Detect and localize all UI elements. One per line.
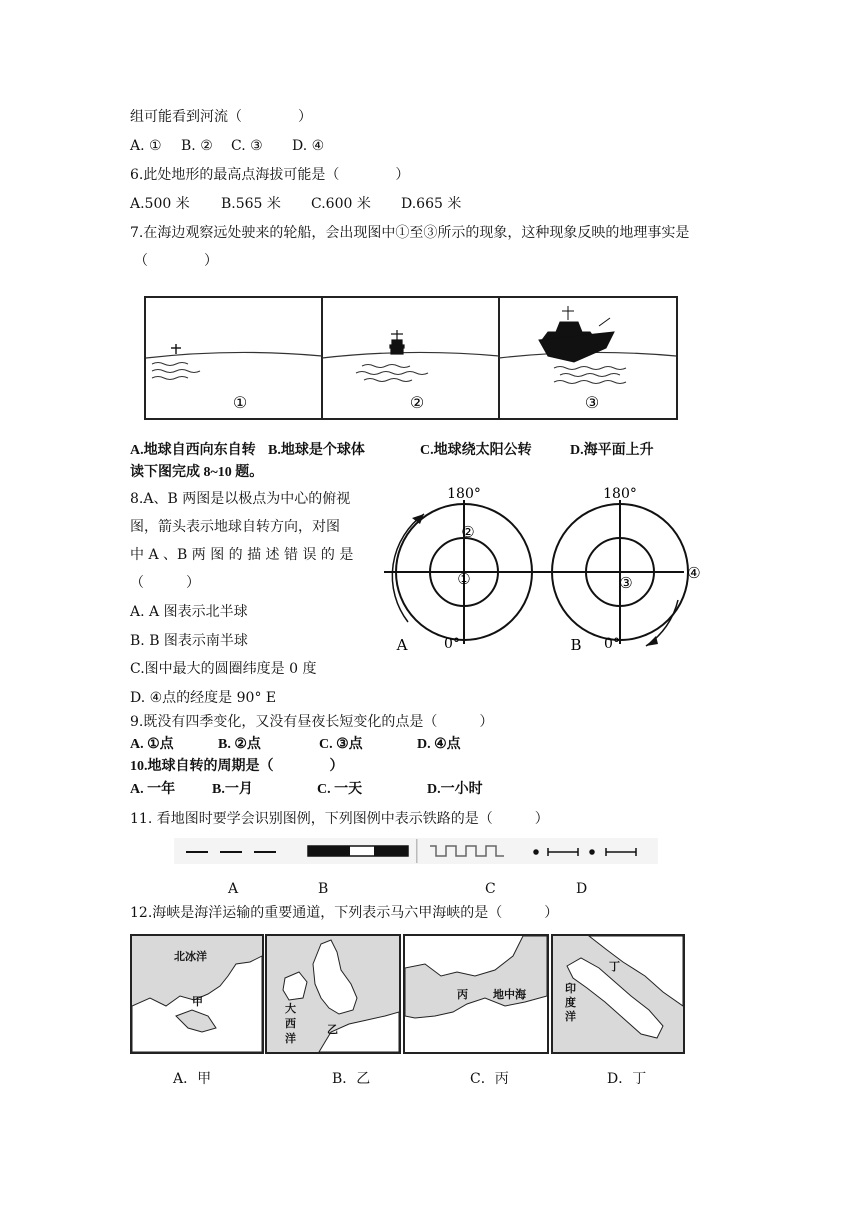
q6-option-b: B.565 米 bbox=[221, 196, 281, 212]
q8-option-c: C.图中最大的圆圈纬度是 0 度 bbox=[130, 661, 317, 677]
map-4 bbox=[551, 934, 685, 1054]
q9-text: 9.既没有四季变化，又没有昼夜长短变化的点是（ ） bbox=[130, 714, 494, 730]
q7-option-b: B.地球是个球体 bbox=[268, 443, 365, 458]
q12-option-c: C．丙 bbox=[470, 1071, 509, 1087]
q10-options bbox=[130, 781, 483, 799]
q10-text: 10.地球自转的周期是（ ） bbox=[130, 759, 344, 774]
polar-b-top-label: 180° bbox=[603, 486, 637, 502]
ship-tower-2 bbox=[390, 330, 404, 354]
q8-line-4: （ ） bbox=[130, 575, 200, 591]
legend-symbols bbox=[174, 838, 658, 864]
q7-option-d: D.海平面上升 bbox=[570, 443, 654, 458]
legend-label-d: D bbox=[576, 881, 588, 897]
q7-options bbox=[130, 442, 654, 460]
legend-label-b: B bbox=[318, 881, 329, 897]
map-4-ocean-2: 度 bbox=[565, 996, 576, 1009]
map-4-ocean-3: 洋 bbox=[565, 1010, 576, 1023]
polar-a-point-2: ② bbox=[461, 523, 475, 541]
q10-option-c: C. 一天 bbox=[317, 782, 363, 797]
q8-option-b: B. B 图表示南半球 bbox=[130, 633, 248, 649]
polar-b-point-3: ③ bbox=[619, 574, 633, 592]
q12-option-a: A．甲 bbox=[173, 1071, 212, 1087]
q8-option-d: D. ④点的经度是 90° E bbox=[130, 690, 277, 706]
legend-symbol-b bbox=[308, 846, 408, 856]
q6-text: 6.此处地形的最高点海拔可能是（ ） bbox=[130, 167, 410, 183]
q7-option-c: C.地球绕太阳公转 bbox=[420, 443, 532, 458]
q10-option-d: D.一小时 bbox=[427, 782, 483, 797]
polar-a-top-label: 180° bbox=[447, 486, 481, 502]
q8-option-a: A. A 图表示北半球 bbox=[130, 604, 248, 620]
reading-instruction: 读下图完成 8~10 题。 bbox=[130, 465, 264, 480]
q10-option-b: B.一月 bbox=[212, 782, 253, 797]
q6-option-a: A.500 米 bbox=[130, 196, 190, 212]
q7-text: 7.在海边观察远处驶来的轮船，会出现图中①至③所示的现象，这种现象反映的地理事实是 bbox=[130, 225, 690, 241]
q8-line-2: 图，箭头表示地球自转方向，对图 bbox=[130, 519, 340, 535]
map-2-ocean-1: 大 bbox=[285, 1002, 296, 1015]
q9-option-a: A. ①点 bbox=[130, 737, 174, 752]
legend-label-c: C bbox=[485, 881, 496, 897]
q8-line-3: 中 A 、B 两 图 的 描 述 错 误 的 是 bbox=[130, 547, 354, 563]
q10-option-a: A. 一年 bbox=[130, 782, 176, 797]
q12-text: 12.海峡是海洋运输的重要通道，下列表示马六甲海峡的是（ ） bbox=[130, 905, 559, 921]
polar-diagram-b bbox=[540, 500, 688, 646]
map-2 bbox=[265, 934, 401, 1054]
map-4-ocean-1: 印 bbox=[565, 982, 576, 995]
q6-option-c: C.600 米 bbox=[311, 196, 371, 212]
polar-a-point-1: ① bbox=[457, 570, 471, 588]
map-3 bbox=[403, 934, 549, 1054]
polar-b-point-4: ④ bbox=[687, 564, 701, 582]
q5-option-b: B. ② bbox=[181, 138, 213, 154]
q6-option-d: D.665 米 bbox=[401, 196, 462, 212]
q7-option-a: A.地球自西向东自转 bbox=[130, 443, 256, 458]
panel-label-1: ① bbox=[232, 393, 248, 412]
q7-blank: （ ） bbox=[134, 253, 218, 269]
ship-figure bbox=[144, 296, 678, 420]
polar-figure bbox=[380, 482, 720, 658]
map-3-point: 丙 bbox=[457, 988, 468, 1001]
q9-option-c: C. ③点 bbox=[319, 737, 363, 752]
q5-options bbox=[130, 137, 324, 155]
map-1-point: 甲 bbox=[192, 995, 203, 1008]
map-1-ocean: 北冰洋 bbox=[174, 950, 207, 963]
map-3-sea-label: 地中海 bbox=[493, 988, 526, 1001]
q9-options bbox=[130, 736, 461, 754]
polar-a-bottom-label: 0° bbox=[444, 636, 460, 652]
map-2-point: 乙 bbox=[327, 1023, 338, 1036]
q9-option-b: B. ②点 bbox=[218, 737, 261, 752]
map-1 bbox=[130, 934, 264, 1054]
polar-b-label: B bbox=[570, 636, 582, 654]
panel-label-2: ② bbox=[409, 393, 425, 412]
map-4-point: 丁 bbox=[609, 960, 620, 973]
q5-tail-text: 组可能看到河流（ ） bbox=[130, 109, 312, 125]
q5-option-d: D. ④ bbox=[292, 138, 325, 154]
polar-a-label: A bbox=[396, 636, 408, 654]
q12-option-b: B．乙 bbox=[332, 1071, 371, 1087]
q5-option-a: A. ① bbox=[130, 138, 162, 154]
q5-option-c: C. ③ bbox=[231, 138, 263, 154]
legend-label-a: A bbox=[228, 881, 239, 897]
q12-option-d: D．丁 bbox=[607, 1071, 647, 1087]
panel-label-3: ③ bbox=[584, 393, 600, 412]
q6-options bbox=[130, 195, 461, 213]
polar-b-bottom-label: 0° bbox=[604, 636, 620, 652]
q11-text: 11. 看地图时要学会识别图例，下列图例中表示铁路的是（ ） bbox=[130, 811, 549, 827]
q9-option-d: D. ④点 bbox=[417, 737, 461, 752]
map-2-ocean-2: 西 bbox=[285, 1017, 296, 1030]
q8-line-1: 8.A、B 两图是以极点为中心的俯视 bbox=[130, 491, 351, 507]
map-2-ocean-3: 洋 bbox=[285, 1032, 296, 1045]
